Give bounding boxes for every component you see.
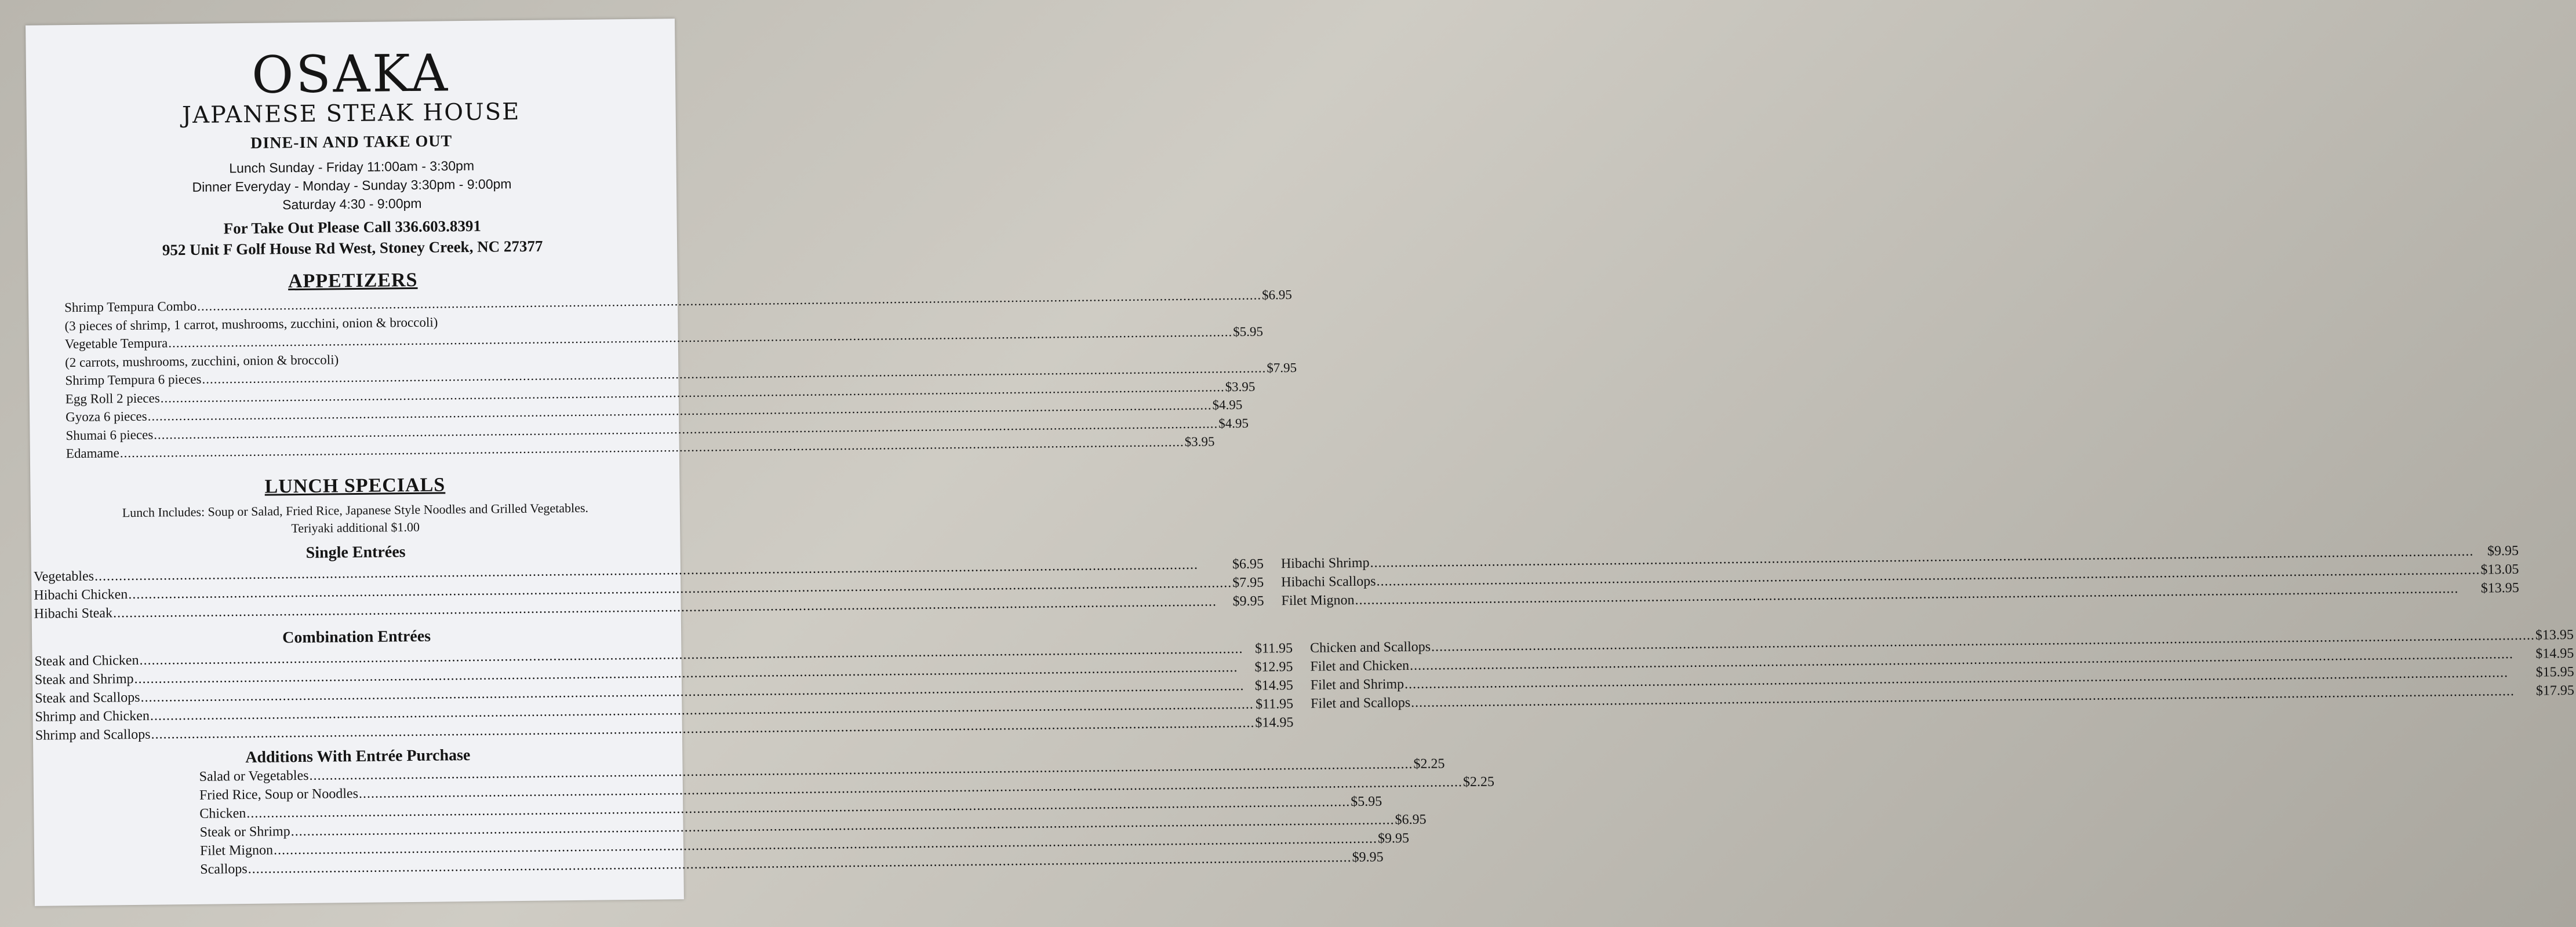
teriyaki-note: Teriyaki additional $1.00	[291, 519, 420, 535]
menu-item-name: Hibachi Scallops	[1281, 574, 1376, 590]
menu-item-price: $3.95	[1184, 434, 1215, 450]
contact-info	[28, 213, 678, 262]
menu-item-name: Filet Mignon	[199, 842, 274, 859]
menu-item-price: $15.95	[2535, 664, 2574, 680]
menu-item-price: $12.95	[1254, 659, 1293, 675]
menu-item-price: $3.95	[1225, 379, 1256, 394]
menu-item-price: $14.95	[2535, 645, 2574, 662]
menu-item-price: $5.95	[1233, 324, 1264, 340]
menu-item-name: Steak or Shrimp	[199, 823, 290, 840]
menu-item-price: $4.95	[1218, 415, 1249, 430]
menu-item-name: Edamame	[66, 446, 119, 461]
menu-item-name: Egg Roll 2 pieces	[65, 390, 160, 406]
menu-item-price: $13.95	[2480, 580, 2519, 596]
menu-item-description: (3 pieces of shrimp, 1 carrot, mushrooms, zucchini, onion & broccoli)	[64, 314, 438, 333]
menu-item-name: Vegetables	[33, 568, 94, 585]
menu-item-price: $2.25	[1413, 756, 1445, 772]
menu-item-name: Filet and Chicken	[1310, 658, 1410, 674]
menu-item-price: $17.95	[2535, 683, 2575, 699]
additions-title: Additions With Entrée Purchase	[245, 746, 471, 767]
appetizers-title: APPETIZERS	[288, 269, 418, 293]
combination-entrees-right	[1310, 625, 2575, 731]
menu-item-name: Chicken	[199, 805, 246, 822]
menu-item-name: Steak and Shrimp	[34, 671, 134, 688]
menu-item-price: $9.95	[1352, 849, 1384, 865]
menu-item-name: Steak and Chicken	[34, 652, 139, 669]
menu-item-name: Shumai 6 pieces	[66, 427, 154, 443]
menu-item-name: Filet and Shrimp	[1310, 676, 1405, 693]
menu-item-price: $6.95	[1261, 287, 1292, 302]
hours-line: Lunch Sunday - Friday 11:00am - 3:30pm	[229, 158, 475, 176]
menu-item-price: $4.95	[1212, 397, 1243, 413]
menu-sheet	[26, 19, 2575, 906]
combination-entrees-title: Combination Entrées	[282, 627, 431, 647]
menu-item-name: Hibachi Shrimp	[1280, 555, 1370, 571]
menu-item-name: Steak and Scallops	[35, 689, 140, 706]
hours-line: Saturday 4:30 - 9:00pm	[282, 195, 422, 213]
menu-item-price: $14.95	[1254, 677, 1293, 694]
opening-hours	[27, 154, 677, 217]
menu-item-price: $13.95	[2535, 627, 2574, 643]
menu-item-price: $13.05	[2480, 561, 2519, 578]
restaurant-name: OSAKA	[251, 43, 450, 105]
restaurant-subtitle: JAPANESE STEAK HOUSE	[181, 98, 521, 129]
hours-line: Dinner Everyday - Monday - Sunday 3:30pm - 9:00pm	[192, 176, 512, 195]
menu-item-price: $7.95	[1267, 360, 1297, 375]
menu-item-name: Vegetable Tempura	[64, 335, 168, 352]
menu-item-price: $2.25	[1462, 773, 1494, 790]
menu-item-name: Filet and Scallops	[1310, 695, 1411, 711]
menu-item-name: Hibachi Chicken	[34, 586, 128, 603]
menu-item-name: Scallops	[200, 861, 248, 877]
menu-item-name: Shrimp and Chicken	[35, 708, 150, 725]
combination-entrees-left	[34, 639, 1293, 745]
menu-item-description: (2 carrots, mushrooms, zucchini, onion & broccoli)	[65, 352, 339, 370]
appetizer-list	[64, 287, 1297, 463]
single-entrees-right	[1281, 541, 2519, 610]
menu-item-price: $5.95	[1351, 793, 1382, 809]
menu-item-price: $7.95	[1232, 575, 1264, 590]
menu-item-price: $14.95	[1255, 714, 1294, 731]
lunch-specials-title: LUNCH SPECIALS	[264, 473, 446, 498]
single-entrees-left	[34, 554, 1264, 623]
menu-header	[26, 45, 678, 262]
menu-item-name: Shrimp Tempura Combo	[64, 298, 197, 315]
phone-line: For Take Out Please Call 336.603.8391	[223, 217, 482, 238]
menu-item-name: Gyoza 6 pieces	[66, 408, 147, 425]
menu-item-name: Shrimp Tempura 6 pieces	[65, 371, 202, 388]
lunch-includes-note: Lunch Includes: Soup or Salad, Fried Rice, Japanese Style Noodles and Grilled Vegetables.	[122, 500, 589, 520]
menu-item-price: $9.95	[1232, 593, 1264, 609]
menu-item-price: $6.95	[1395, 812, 1427, 827]
menu-item-name: Filet Mignon	[1281, 592, 1355, 608]
address-line: 952 Unit F Golf House Rd West, Stoney Creek, NC 27377	[162, 237, 543, 259]
single-entrees-title: Single Entrées	[305, 542, 406, 562]
service-type: DINE-IN AND TAKE OUT	[250, 132, 453, 152]
menu-item-price: $11.95	[1254, 640, 1293, 656]
menu-item-price: $6.95	[1232, 556, 1264, 572]
menu-item-name: Hibachi Steak	[34, 605, 113, 622]
menu-item-price: $9.95	[2487, 543, 2519, 559]
menu-item-name: Shrimp and Scallops	[35, 727, 151, 743]
menu-item-price: $11.95	[1255, 696, 1294, 712]
menu-item-price: $9.95	[1377, 830, 1410, 846]
menu-item-name: Chicken and Scallops	[1309, 639, 1431, 656]
menu-item-name: Fried Rice, Soup or Noodles	[199, 786, 359, 803]
menu-item-name: Salad or Vegetables	[199, 768, 309, 784]
